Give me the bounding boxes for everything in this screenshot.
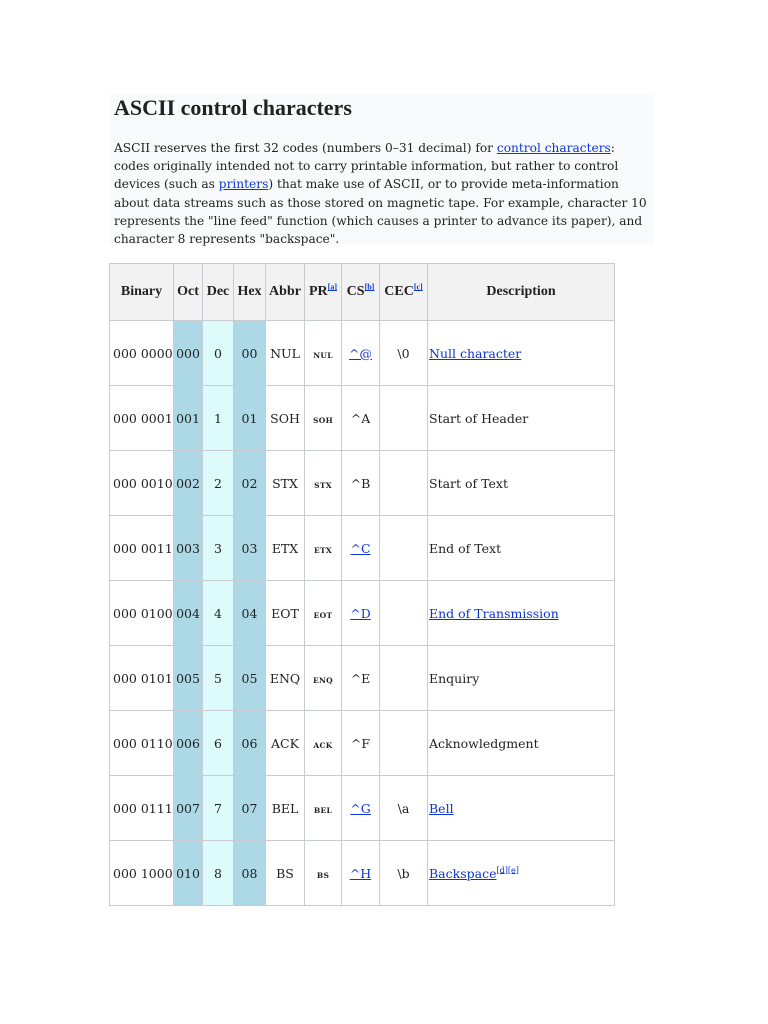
cell-dec: 8 [203,841,234,906]
pr-symbol: SOH [313,415,333,425]
cell-hex: 05 [234,646,266,711]
cell-cec [380,451,428,516]
cell-cs [342,646,380,711]
table-row [110,386,615,451]
cell-cs [342,516,380,581]
intro-paragraph [114,139,650,248]
cell-abbr: ENQ [266,646,305,711]
cell-cs [342,321,380,386]
cell-cs [342,581,380,646]
table-row [110,321,615,386]
cell-cec [380,646,428,711]
cell-binary: 000 0010 [110,451,174,516]
cell-description [428,451,615,516]
para-text-1: ASCII reserves the first 32 codes (numbers 0–31 decimal) for [114,141,497,155]
cell-binary: 000 1000 [110,841,174,906]
table-row [110,516,615,581]
pr-symbol: BS [316,870,330,880]
cs-link[interactable]: ^D [350,605,371,621]
header-description: Description [428,264,615,321]
section-title: ASCII control characters [114,95,352,120]
pr-symbol: BEL [313,805,333,815]
cell-abbr: EOT [266,581,305,646]
cell-oct: 000 [174,321,203,386]
printers-link[interactable]: printers [218,177,269,192]
control-characters-link[interactable]: control characters [496,141,611,155]
cell-binary: 000 0111 [110,776,174,841]
cell-abbr: BS [266,841,305,906]
header-pr [305,264,342,321]
description-link[interactable]: Backspace [429,865,497,881]
cs-text: ^B [350,475,371,491]
cell-dec: 2 [203,451,234,516]
cell-binary: 000 0000 [110,321,174,386]
cell-pr [305,841,342,906]
description-link[interactable]: End of Transmission [429,605,559,621]
cell-oct: 005 [174,646,203,711]
cell-pr [305,646,342,711]
cell-hex: 02 [234,451,266,516]
cell-oct: 003 [174,516,203,581]
cell-cec: \0 [380,321,428,386]
cell-description [428,386,615,451]
table-row [110,711,615,776]
header-cs-label: CS [346,284,365,299]
cell-cec [380,581,428,646]
pr-symbol: STX [314,480,332,490]
cell-oct: 007 [174,776,203,841]
cell-oct: 001 [174,386,203,451]
cell-pr [305,321,342,386]
cell-abbr: BEL [266,776,305,841]
cell-oct: 002 [174,451,203,516]
cell-description [428,711,615,776]
cell-binary: 000 0001 [110,386,174,451]
table-header-row [110,264,615,321]
cell-hex: 06 [234,711,266,776]
cell-cs [342,386,380,451]
para-text-3: ) that make use of ASCII, or to provide meta-information about data streams such as those stored on magnetic tape. For example, character 10 represents the "line feed" function (which causes a printer to advance its paper), and character 8 represents "backspace". [114,177,647,247]
table-body [110,321,615,906]
description-text: Acknowledgment [429,735,539,751]
description-link[interactable]: Null character [429,345,522,361]
description-text: Start of Text [429,475,508,491]
para-text-2: : codes originally intended not to carry printable information, but rather to control devices (such as [114,141,619,192]
cell-dec: 6 [203,711,234,776]
header-hex: Hex [234,264,266,321]
cell-oct: 004 [174,581,203,646]
cell-description [428,776,615,841]
cell-cs [342,841,380,906]
cell-pr [305,581,342,646]
cs-text: ^E [350,670,371,686]
cell-dec: 3 [203,516,234,581]
cell-dec: 4 [203,581,234,646]
header-dec: Dec [203,264,234,321]
cell-cec [380,516,428,581]
cell-pr [305,776,342,841]
cs-text: ^A [350,410,371,426]
cell-pr [305,711,342,776]
header-cec-label: CEC [384,284,414,299]
header-cec-ref-link[interactable]: [c] [413,282,423,292]
description-text: Start of Header [429,410,529,426]
cell-dec: 1 [203,386,234,451]
header-binary: Binary [110,264,174,321]
header-pr-label: PR [309,284,328,299]
cell-dec: 5 [203,646,234,711]
description-text: Enquiry [429,670,480,686]
cell-abbr: ETX [266,516,305,581]
pr-symbol: EOT [313,610,333,620]
header-oct: Oct [174,264,203,321]
header-cs-ref-link[interactable]: [b] [364,282,375,292]
cell-pr [305,451,342,516]
cell-binary: 000 0110 [110,711,174,776]
header-cec [380,264,428,321]
cell-abbr: STX [266,451,305,516]
cell-cs [342,451,380,516]
cell-hex: 00 [234,321,266,386]
cell-oct: 010 [174,841,203,906]
description-link[interactable]: Bell [429,800,454,816]
pr-symbol: ENQ [312,675,333,685]
cell-hex: 08 [234,841,266,906]
cell-cec: \b [380,841,428,906]
cell-description [428,581,615,646]
cell-abbr: SOH [266,386,305,451]
cell-dec: 7 [203,776,234,841]
header-cs [342,264,380,321]
pr-symbol: ETX [313,545,333,555]
table-row [110,776,615,841]
cell-hex: 01 [234,386,266,451]
cell-hex: 03 [234,516,266,581]
cell-dec: 0 [203,321,234,386]
header-pr-ref-link[interactable]: [a] [327,282,337,292]
cell-cs [342,776,380,841]
table-row [110,451,615,516]
cell-pr [305,386,342,451]
pr-symbol: ACK [313,740,333,750]
cs-link[interactable]: ^C [350,540,371,556]
cell-hex: 07 [234,776,266,841]
cell-cec [380,386,428,451]
cell-cec: \a [380,776,428,841]
cell-cec [380,711,428,776]
table-row [110,841,615,906]
cs-link[interactable]: ^G [350,800,371,816]
cs-link[interactable]: ^H [349,865,372,881]
cs-link[interactable]: ^@ [349,345,372,361]
pr-symbol: NUL [313,350,333,360]
cell-abbr: NUL [266,321,305,386]
cell-cs [342,711,380,776]
cell-description [428,516,615,581]
cell-binary: 000 0101 [110,646,174,711]
cell-abbr: ACK [266,711,305,776]
header-abbr: Abbr [266,264,305,321]
cell-binary: 000 0100 [110,581,174,646]
cell-description [428,841,615,906]
description-text: End of Text [429,540,502,556]
description-ref-link[interactable]: [d][e] [496,865,519,875]
cell-hex: 04 [234,581,266,646]
cell-description [428,321,615,386]
cell-binary: 000 0011 [110,516,174,581]
control-characters-table [109,263,615,906]
cell-pr [305,516,342,581]
table-row [110,646,615,711]
cell-oct: 006 [174,711,203,776]
table-row [110,581,615,646]
cs-text: ^F [350,735,371,751]
cell-description [428,646,615,711]
